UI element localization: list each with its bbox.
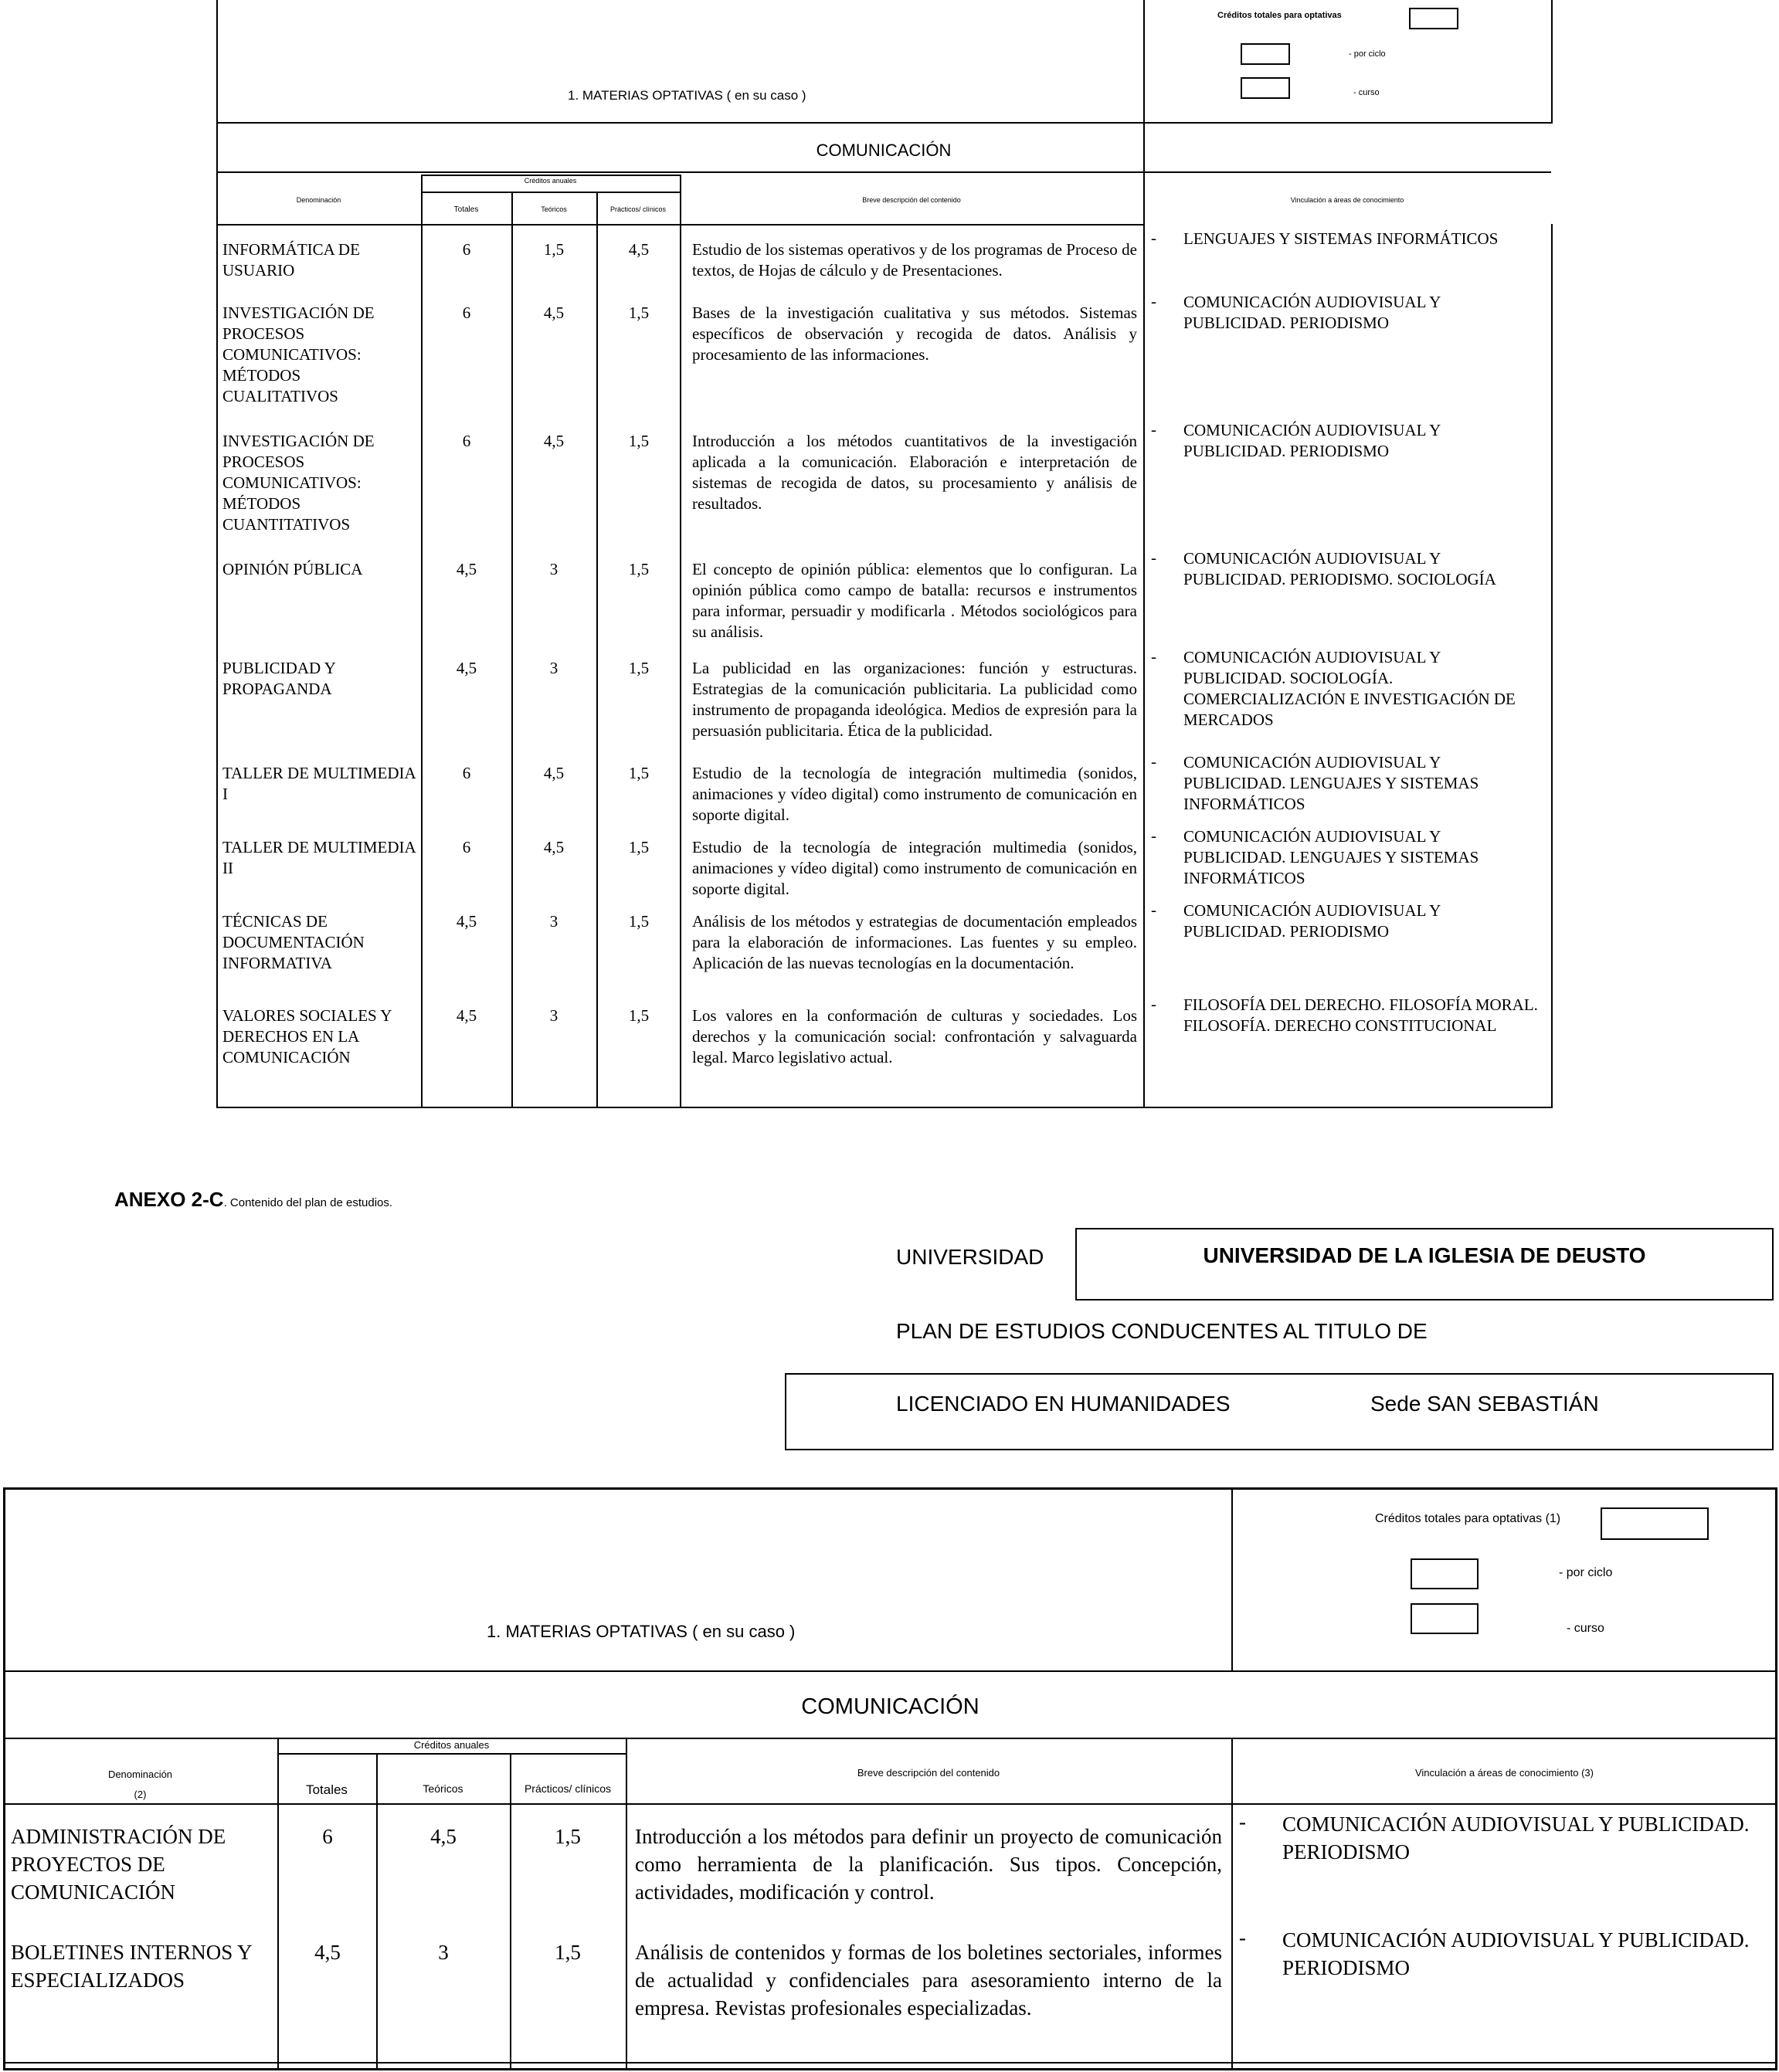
row-totales: 4,5: [456, 560, 477, 578]
row-teoricos: 1,5: [543, 240, 565, 259]
top-credits-cycle-label: - por ciclo: [1349, 49, 1386, 59]
bottom-area-title: COMUNICACIÓN: [801, 1694, 979, 1719]
row-vinculacion: COMUNICACIÓN AUDIOVISUAL Y PUBLICIDAD. PERIODISMO: [1183, 293, 1441, 332]
row-name: OPINIÓN PÚBLICA: [222, 560, 363, 578]
bottom-header-teoricos: Teóricos: [423, 1782, 463, 1795]
top-section-title: 1. MATERIAS OPTATIVAS ( en su caso ): [568, 88, 806, 103]
row-vinculacion: COMUNICACIÓN AUDIOVISUAL Y PUBLICIDAD. PERIODISMO: [1183, 421, 1441, 460]
row-descripcion: Introducción a los métodos para definir un proyecto de comunicación como herramienta de la planificación. Sus tipos. Concepción, actividades, modificación y control.: [635, 1825, 1222, 1904]
row-bullet-dash: -: [1239, 1810, 1246, 1833]
row-practicos: 1,5: [628, 304, 650, 322]
row-name: TALLER DE MULTIMEDIA II: [222, 838, 416, 877]
top-area-title: COMUNICACIÓN: [816, 141, 952, 160]
top-header-creditos: Créditos anuales: [524, 177, 577, 185]
row-teoricos: 4,5: [543, 838, 565, 856]
degree-name: LICENCIADO EN HUMANIDADES: [896, 1392, 1231, 1416]
row-descripcion: Estudio de la tecnología de integración multimedia (sonidos, animaciones y vídeo digital) como instrumento de comunicación en soporte digital.: [692, 764, 1137, 824]
row-practicos: 1,5: [628, 838, 650, 856]
annex-title-bold: ANEXO 2-C: [114, 1188, 224, 1211]
row-practicos: 4,5: [628, 240, 650, 259]
top-credits-total-box: [1409, 8, 1458, 29]
row-bullet-dash: -: [1151, 420, 1156, 439]
row-practicos: 1,5: [628, 912, 650, 931]
top-header-teoricos: Teóricos: [541, 205, 567, 213]
row-bullet-dash: -: [1151, 826, 1156, 845]
row-name: TÉCNICAS DE DOCUMENTACIÓN INFORMATIVA: [222, 912, 365, 972]
row-teoricos: 4,5: [543, 304, 565, 322]
row-totales: 4,5: [314, 1941, 341, 1964]
bottom-header-denominacion-note: (2): [134, 1789, 147, 1800]
row-bullet-dash: -: [1151, 900, 1156, 919]
row-teoricos: 3: [549, 1006, 558, 1025]
row-descripcion: Análisis de los métodos y estrategias de documentación empleados para la elaboración de informaciones. Las fuentes y su empleo. Aplicación de las nuevas tecnologías en la documentación.: [692, 912, 1137, 972]
bottom-credits-total-label: Créditos totales para optativas (1): [1375, 1512, 1561, 1525]
bottom-header-vinculacion: Vinculación a áreas de conocimiento (3): [1414, 1767, 1594, 1779]
row-practicos: 1,5: [555, 1825, 581, 1848]
top-header-practicos: Prácticos/ clínicos: [609, 205, 667, 213]
row-descripcion: Introducción a los métodos cuantitativos de la investigación aplicada a la comunicación. Elaboración e interpretación de sistemas de recogida de datos, su procesamiento y análisis de resultados.: [692, 432, 1137, 513]
row-totales: 4,5: [456, 912, 477, 931]
row-descripcion: La publicidad en las organizaciones: función y estructuras. Estrategias de la comunicación publicitaria. La publicidad como instrumento de propaganda ideológica. Medios de expresión para la persuasión publicitaria. Ética de la publicidad.: [692, 659, 1137, 740]
top-credits-course-box: [1241, 77, 1290, 99]
row-practicos: 1,5: [555, 1941, 581, 1964]
bottom-credits-course-box: [1411, 1603, 1479, 1634]
bottom-header-denominacion: Denominación: [107, 1768, 173, 1780]
top-credits-course-label: - curso: [1353, 88, 1380, 97]
row-vinculacion: COMUNICACIÓN AUDIOVISUAL Y PUBLICIDAD. LENGUAJES Y SISTEMAS INFORMÁTICOS: [1183, 753, 1479, 813]
row-bullet-dash: -: [1151, 647, 1156, 666]
row-teoricos: 4,5: [430, 1825, 457, 1848]
top-header-totales: Totales: [453, 205, 479, 214]
row-descripcion: Análisis de contenidos y formas de los boletines sectoriales, informes de actualidad y confidenciales para asesoramiento interno de la empresa. Revistas profesionales especializadas.: [635, 1941, 1222, 2019]
bottom-credits-cycle-box: [1411, 1558, 1479, 1589]
row-teoricos: 3: [549, 659, 558, 677]
row-name: INVESTIGACIÓN DE PROCESOS COMUNICATIVOS: MÉTODOS CUANTITATIVOS: [222, 432, 375, 534]
university-name: UNIVERSIDAD DE LA IGLESIA DE DEUSTO: [1203, 1243, 1646, 1267]
row-totales: 6: [462, 838, 471, 856]
row-teoricos: 4,5: [543, 764, 565, 782]
row-bullet-dash: -: [1151, 548, 1156, 567]
row-descripcion: Estudio de los sistemas operativos y de los programas de Proceso de textos, de Hojas de cálculo y de Presentaciones.: [692, 240, 1137, 280]
row-descripcion: El concepto de opinión pública: elementos que lo configuran. La opinión pública como campo de batalla: recursos e instrumentos para informar, persuadir y modificarla . Métodos sociológicos para su análisis.: [692, 560, 1137, 641]
plan-label: PLAN DE ESTUDIOS CONDUCENTES AL TITULO DE: [896, 1319, 1428, 1343]
row-totales: 6: [462, 764, 471, 782]
row-bullet-dash: -: [1151, 229, 1156, 247]
row-totales: 4,5: [456, 1006, 477, 1025]
row-name: INVESTIGACIÓN DE PROCESOS COMUNICATIVOS: MÉTODOS CUALITATIVOS: [222, 304, 375, 405]
row-bullet-dash: -: [1151, 995, 1156, 1013]
bottom-credits-course-label: - curso: [1567, 1622, 1604, 1635]
row-vinculacion: COMUNICACIÓN AUDIOVISUAL Y PUBLICIDAD. PERIODISMO: [1183, 901, 1441, 941]
degree-sede: Sede SAN SEBASTIÁN: [1370, 1392, 1599, 1416]
bottom-header-descripcion: Breve descripción del contenido: [857, 1767, 1000, 1779]
row-teoricos: 3: [549, 560, 558, 578]
row-vinculacion: COMUNICACIÓN AUDIOVISUAL Y PUBLICIDAD. PERIODISMO. SOCIOLOGÍA: [1183, 549, 1496, 588]
row-practicos: 1,5: [628, 1006, 650, 1025]
row-practicos: 1,5: [628, 659, 650, 677]
bottom-header-totales: Totales: [306, 1782, 348, 1797]
bottom-credits-total-box: [1601, 1507, 1709, 1540]
university-name-box: [1075, 1228, 1774, 1301]
row-name: INFORMÁTICA DE USUARIO: [222, 240, 360, 280]
row-totales: 6: [462, 304, 471, 322]
row-vinculacion: COMUNICACIÓN AUDIOVISUAL Y PUBLICIDAD. PERIODISMO: [1282, 1928, 1750, 1979]
top-credits-total-label: Créditos totales para optativas: [1217, 11, 1342, 20]
row-bullet-dash: -: [1151, 752, 1156, 771]
row-vinculacion: COMUNICACIÓN AUDIOVISUAL Y PUBLICIDAD. SOCIOLOGÍA. COMERCIALIZACIÓN E INVESTIGACIÓN DE MERCADOS: [1183, 648, 1516, 729]
row-bullet-dash: -: [1151, 292, 1156, 310]
row-vinculacion: COMUNICACIÓN AUDIOVISUAL Y PUBLICIDAD. PERIODISMO: [1282, 1813, 1750, 1863]
row-totales: 4,5: [456, 659, 477, 677]
bottom-header-creditos: Créditos anuales: [413, 1739, 490, 1751]
row-teoricos: 3: [438, 1941, 449, 1964]
annex-title-rest: . Contenido del plan de estudios.: [223, 1196, 393, 1209]
row-teoricos: 4,5: [543, 432, 565, 450]
top-credits-cycle-box: [1241, 43, 1290, 65]
row-descripcion: Los valores en la conformación de culturas y sociedades. Los derechos y la comunicación social: confrontación y salvaguarda legal. Marco legislativo actual.: [692, 1006, 1137, 1067]
row-descripcion: Bases de la investigación cualitativa y sus métodos. Sistemas específicos de observación y recogida de datos. Análisis y procesamiento de las informaciones.: [692, 304, 1137, 364]
row-bullet-dash: -: [1239, 1926, 1246, 1949]
row-name: VALORES SOCIALES Y DERECHOS EN LA COMUNICACIÓN: [222, 1006, 392, 1067]
row-descripcion: Estudio de la tecnología de integración multimedia (sonidos, animaciones y vídeo digital) como instrumento de comunicación en soporte digital.: [692, 838, 1137, 898]
row-vinculacion: LENGUAJES Y SISTEMAS INFORMÁTICOS: [1183, 229, 1499, 248]
row-practicos: 1,5: [628, 432, 650, 450]
row-totales: 6: [462, 240, 471, 259]
row-practicos: 1,5: [628, 560, 650, 578]
row-vinculacion: FILOSOFÍA DEL DERECHO. FILOSOFÍA MORAL. FILOSOFÍA. DERECHO CONSTITUCIONAL: [1183, 995, 1538, 1035]
row-vinculacion: COMUNICACIÓN AUDIOVISUAL Y PUBLICIDAD. LENGUAJES Y SISTEMAS INFORMÁTICOS: [1183, 827, 1479, 887]
bottom-section-title: 1. MATERIAS OPTATIVAS ( en su caso ): [487, 1622, 796, 1641]
row-name: TALLER DE MULTIMEDIA I: [222, 764, 416, 803]
top-header-vinculacion: Vinculación a áreas de conocimiento: [1290, 196, 1404, 204]
bottom-credits-cycle-label: - por ciclo: [1559, 1566, 1613, 1579]
bottom-header-practicos: Prácticos/ clínicos: [524, 1782, 612, 1795]
row-practicos: 1,5: [628, 764, 650, 782]
row-totales: 6: [322, 1825, 333, 1848]
top-header-denominacion: Denominación: [296, 196, 341, 204]
annex-title: [114, 1188, 392, 1212]
row-name: BOLETINES INTERNOS Y ESPECIALIZADOS: [11, 1941, 252, 1992]
row-name: ADMINISTRACIÓN DE PROYECTOS DE COMUNICACIÓN: [11, 1825, 226, 1904]
university-label: UNIVERSIDAD: [896, 1245, 1044, 1269]
degree-box: [785, 1373, 1774, 1450]
top-header-descripcion: Breve descripción del contenido: [862, 196, 961, 204]
row-totales: 6: [462, 432, 471, 450]
row-teoricos: 3: [549, 912, 558, 931]
row-name: PUBLICIDAD Y PROPAGANDA: [222, 659, 336, 698]
